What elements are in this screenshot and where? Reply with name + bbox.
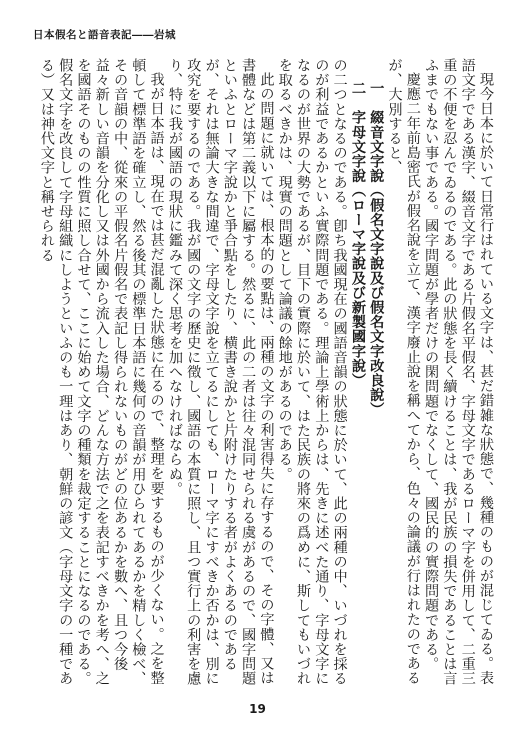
- section-heading: 二 字母文字說（ローマ字說及び新製國字說）: [349, 80, 366, 388]
- paragraph: 我が日本語は、現在では甚だ混亂した狀態に在るので、整理を要するものが少くない。之を整頓して標準語を確立し、然る後其の標準日本語に幾何の音韻が用ひられてあるかを精しく檢べ、その音韻の中、從來の平假名片假名で表記し得られないものがどの位あるかを數へ、且つ今後益々新しい音韻を分化し又は外國から流入した場合、どんな方法で之を表記すべきかを考へ、之を國語そのものの性質に照し合せて、ここに始めて文字の種類を裁定することになるのである。假名文字を改良して字母組織にしようといふのも一理はあり、朝鮮の諺文（字母文字の一種である）又は神代文字と稱せられる: [38, 58, 165, 686]
- section-heading: 一 綴音文字說（假名文字說及び假名文字改良說）: [368, 80, 385, 417]
- page-number: 19: [249, 702, 266, 716]
- paragraph: の二つとなるのである。卽ち我國現在の國語音韻の狀態に於いて、此の兩種の中、いづれを採るのが利益であるかといふ實際問題である。理論上學術上からは、先きに述べた通り、字母文字になるのが世界の大勢であるが、目下の實際に於いて、はた民族の將來の爲めに、斯してもいづれを取るべきかは、現實の問題として論議の餘地があるのである。: [276, 58, 348, 686]
- paragraph: 此の問題に就いては、根本的の要點は、兩種の文字の利害得失に存するので、その字體、又は書體などは第二義以下に屬する。然るに、此の二者は往々混同せられる虞があるので、國字問題といふとローマ字說かと爭合點をしたり、横書き說かと片附けたりする者がよくあるのであるが、それは無論大きな間違で、字母文字說を立てるにしても、ローマ字にすべきか否かは、別に攻究を要するのである。我が國の文字の歷史に徵し、國語の本質に照し、且つ實行上の利害を慮り、特に我が國語の現狀に鑑みて深く思考を加へなければならぬ。: [166, 58, 275, 686]
- paragraph: 慶應二年前島密氏が假名說を立て、漢字廢止說を稱へてから、色々の論議が行はれたのであるが、大別すると、: [386, 58, 421, 686]
- body-text: [22, 58, 495, 698]
- paragraph: 現今日本に於いて日常行はれている文字は、甚だ錯雑な狀態で、幾種のものが混じてゐる。表語文字である漢字、綴音文字である片假名平假名、字母文字であるローマ字を併用して、二重三重の不便を忍んでゐるのである。此の狀態を長く續けることは、我が民族の損失であることは言ふまでもない事である。國字問題が學者だけの閑問題でなくして、國民的の實際問題である。: [423, 58, 494, 686]
- running-header: 日本假名と語音表記――岩城: [33, 29, 176, 41]
